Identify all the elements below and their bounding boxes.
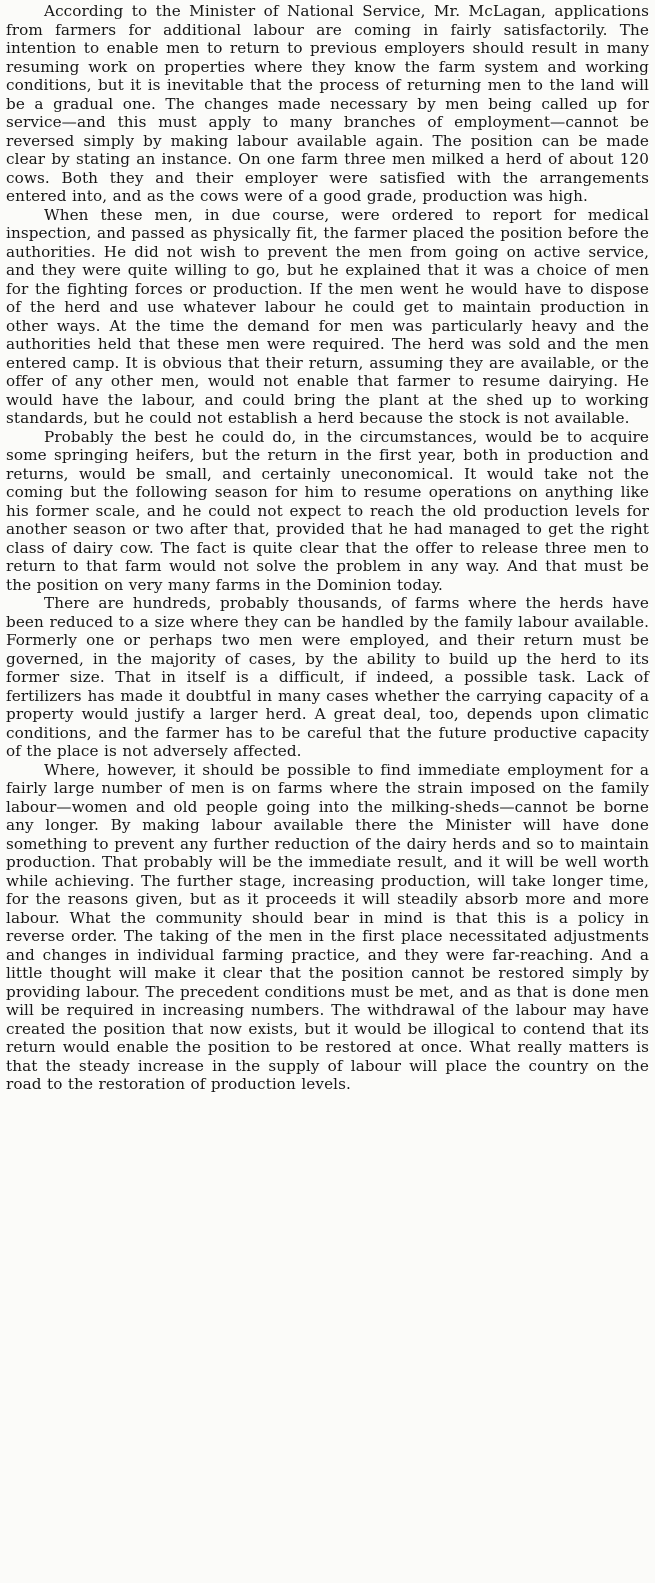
- article-paragraph-3: Probably the best he could do, in the circumstances, would be to acquire some springing heifers, but the return in the first year, both in production and returns, would be small, and certainly uneconomical. It would take not the coming but the following season for him to resume operations on anything like his former scale, and he could not expect to reach the old production levels for another season or two after that, provided that he had managed to get the right class of dairy cow. The fact is quite clear that the offer to release three men to return to that farm would not solve the problem in any way. And that must be the position on very many farms in the Dominion today.: [6, 427, 649, 594]
- article-paragraph-4: There are hundreds, probably thousands, of farms where the herds have been reduced to a size where they can be handled by the family labour available. Formerly one or perhaps two men were employed, and their return must be governed, in the majority of cases, by the ability to build up the herd to its former size. That in itself is a difficult, if indeed, a possible task. Lack of fertilizers has made it doubtful in many cases whether the carrying capacity of a property would justify a larger herd. A great deal, too, depends upon climatic conditions, and the farmer has to be careful that the future productive capacity of the place is not adversely affected.: [6, 594, 649, 760]
- article-paragraph-1: According to the Minister of National Service, Mr. McLagan, applications from farmers for additional labour are coming in fairly satisfactorily. The intention to enable men to return to previous employers should result in many resuming work on properties where they know the farm system and working conditions, but it is inevitable that the process of returning men to the land will be a gradual one. The changes made necessary by men being called up for service—and this must apply to many branches of employment—cannot be reversed simply by making labour available again. The position can be made clear by stating an instance. On one farm three men milked a herd of about 120 cows. Both they and their employer were satisfied with the arrangements entered into, and as the cows were of a good grade, production was high.: [6, 2, 649, 205]
- article-paragraph-5: Where, however, it should be possible to find immediate employment for a fairly large number of men is on farms where the strain imposed on the family labour—women and old people going into the milking-sheds—cannot be borne any longer. By making labour available there the Minister will have done something to prevent any further reduction of the dairy herds and so to maintain production. That probably will be the immediate result, and it will be well worth while achieving. The further stage, increasing production, will take longer time, for the reasons given, but as it proceeds it will steadily absorb more and more labour. What the community should bear in mind is that this is a policy in reverse order. The taking of the men in the first place necessitated adjustments and changes in individual farming practice, and they were far-reaching. And a little thought will make it clear that the position cannot be restored simply by providing labour. The precedent conditions must be met, and as that is done men will be required in increasing numbers. The withdrawal of the labour may have created the position that now exists, but it would be illogical to contend that its return would enable the position to be restored at once. What really matters is that the steady increase in the supply of labour will place the country on the road to the restoration of production levels.: [6, 760, 649, 1093]
- article-paragraph-2: When these men, in due course, were ordered to report for medical inspection, and passed as physically fit, the farmer placed the position before the authorities. He did not wish to prevent the men from going on active service, and they were quite willing to go, but he explained that it was a choice of men for the fighting forces or production. If the men went he would have to dispose of the herd and use whatever labour he could get to maintain production in other ways. At the time the demand for men was particularly heavy and the authorities held that these men were required. The herd was sold and the men entered camp. It is obvious that their return, assuming they are available, or the offer of any other men, would not enable that farmer to resume dairying. He would have the labour, and could bring the plant at the shed up to working standards, but he could not establish a herd because the stock is not available.: [6, 205, 649, 427]
- article-body: [6, 2, 649, 1094]
